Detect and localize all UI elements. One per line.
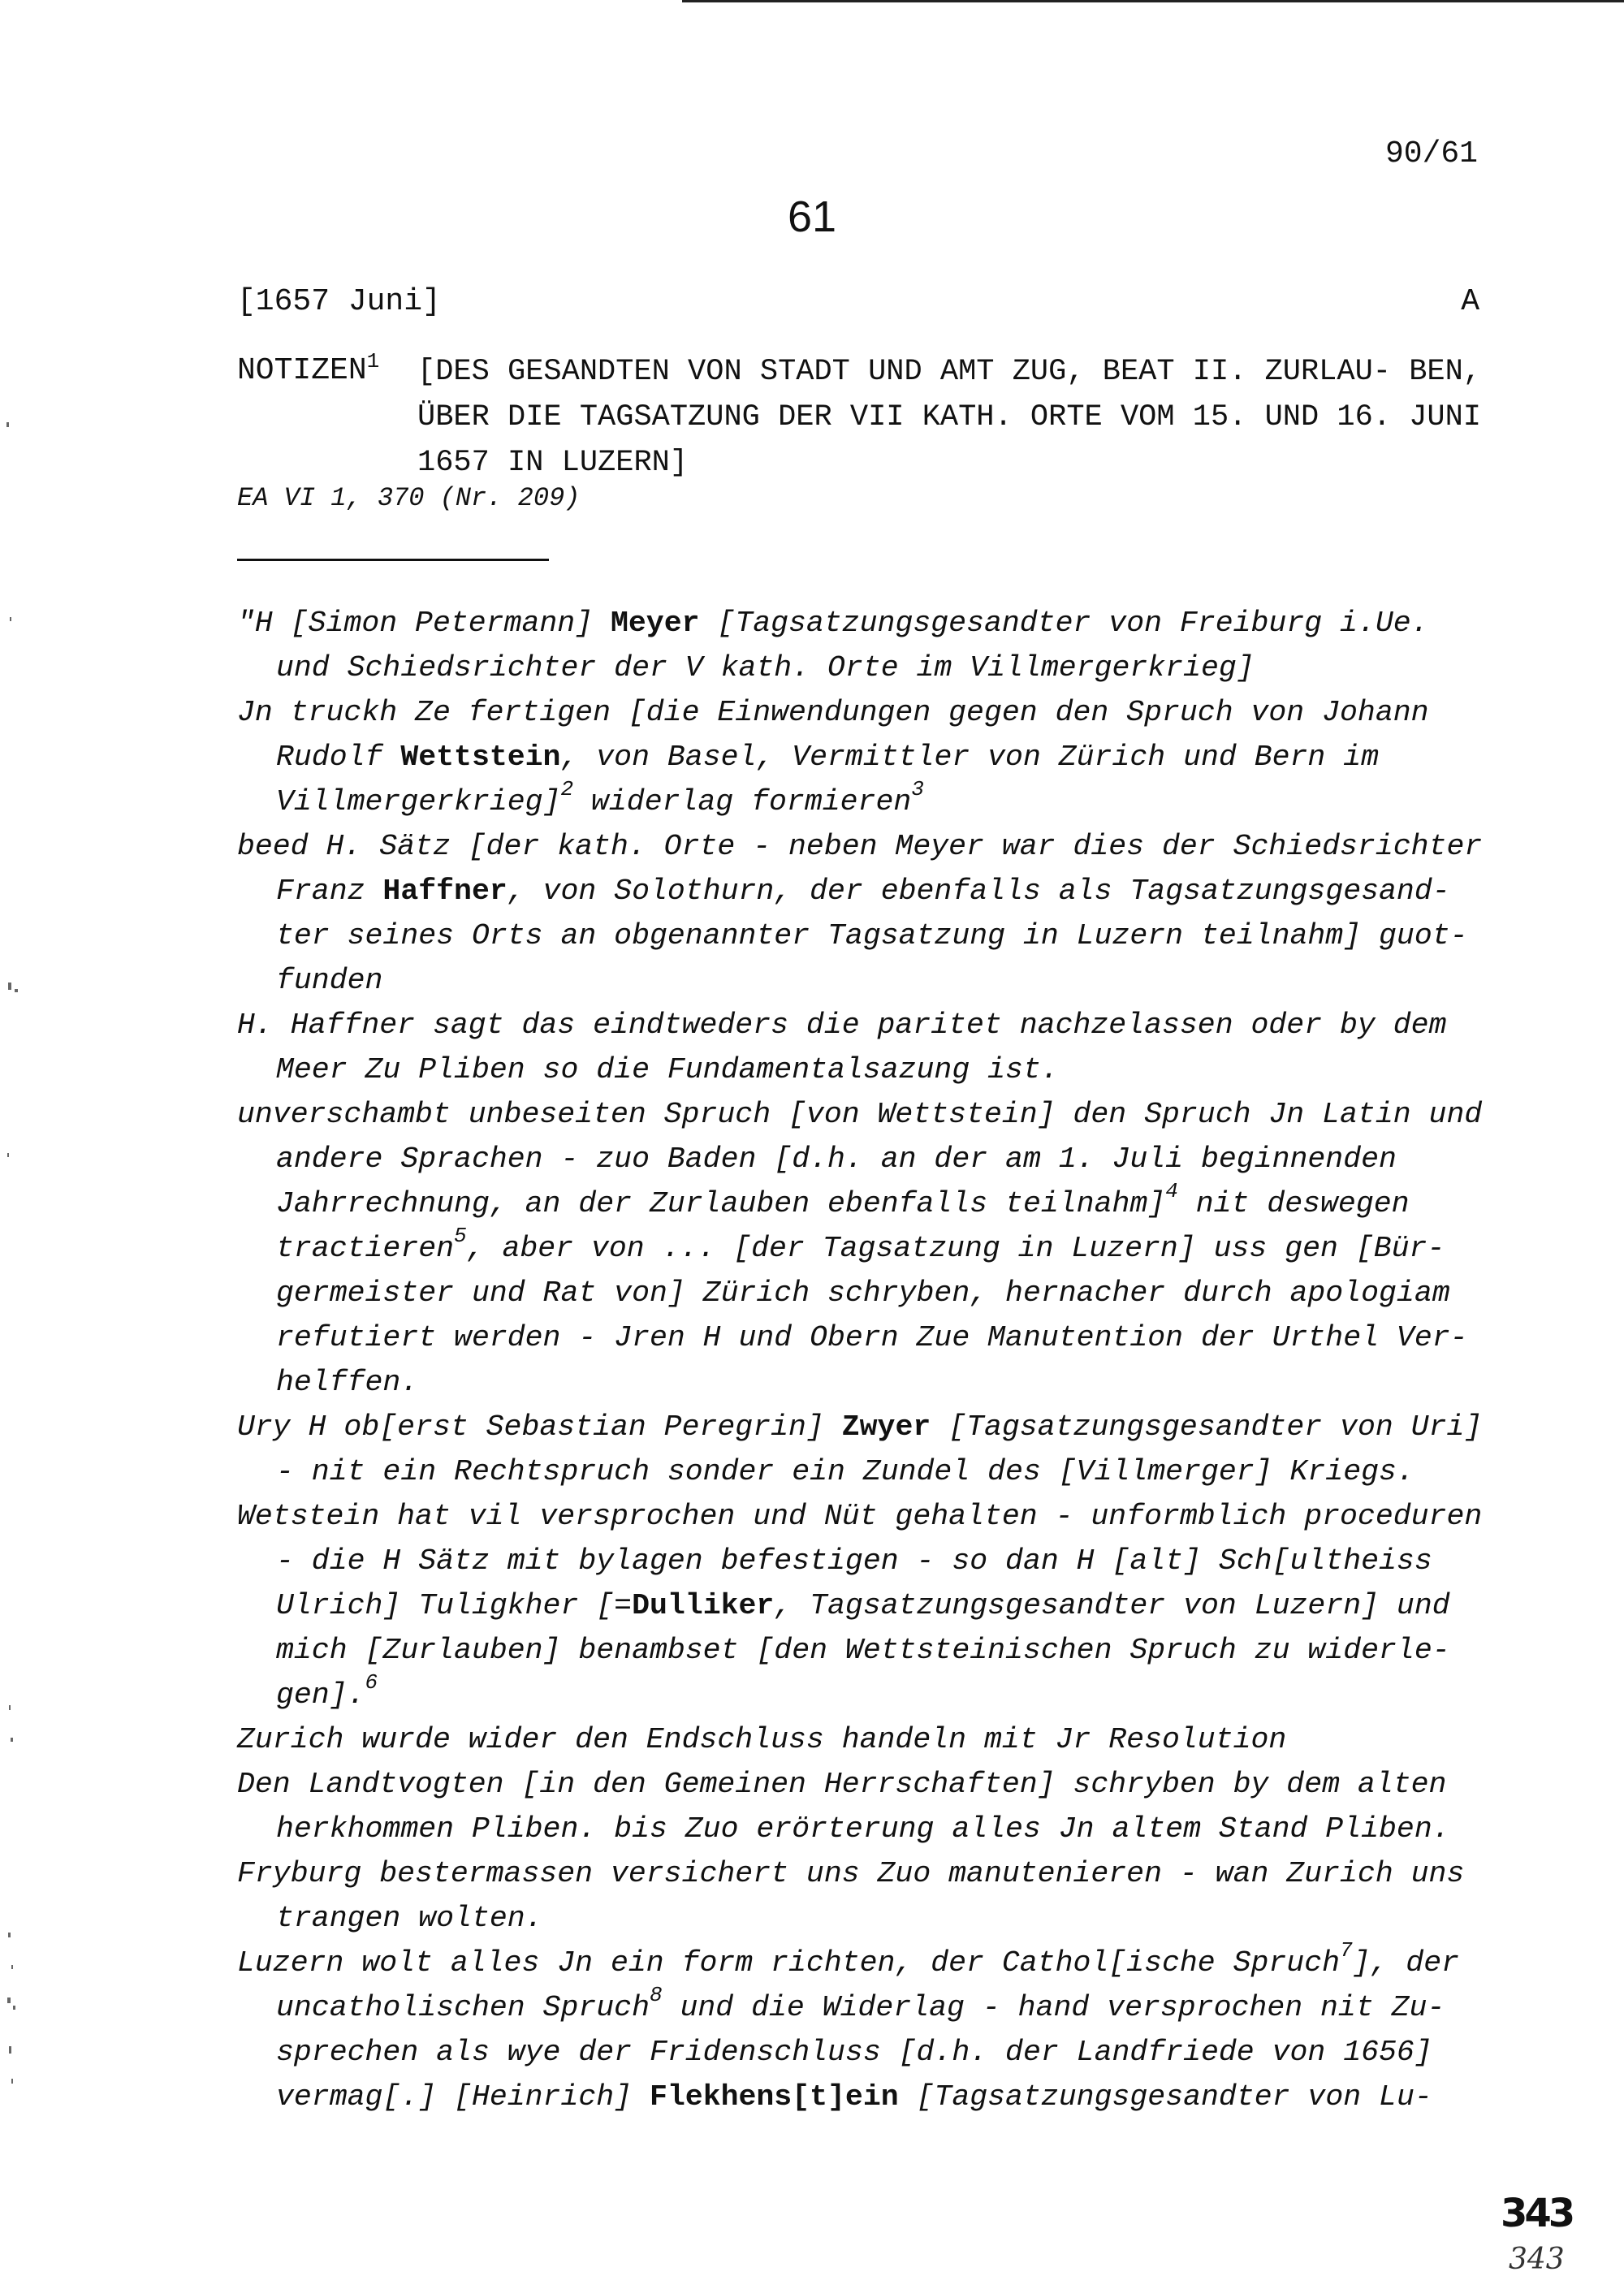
entry-truckh: Jn truckh Ze fertigen [die Einwendungen gegen den Spruch von Johann Rudolf Wettstein, von Basel, Vermittler von Zürich und Bern im Villmergerkrieg]$^2$ widerlag formieren$^3$ — [237, 696, 1429, 818]
person-name: Haffner — [382, 875, 508, 908]
footnote-ref: 3 — [911, 777, 924, 801]
footnote-ref: 6 — [365, 1670, 378, 1695]
document-title: [DES GESANDTEN VON STADT UND AMT ZUG, BEAT II. ZURLAU- BEN, ÜBER DIE TAGSATZUNG DER VII KATH. ORTE VOM 15. UND 16. JUNI 1657 IN LUZERN] — [417, 355, 1482, 480]
entry-ury: Ury H ob[erst Sebastian Peregrin] Zwyer [Tagsatzungsgesandter von Uri] - nit ein Rechtspruch sonder ein Zundel des [Villmerger] Kriegs. — [237, 1410, 1483, 1488]
page-reference: 90/61 — [1384, 136, 1478, 171]
top-border-line — [682, 0, 1624, 2]
title-label-text: NOTIZEN — [237, 353, 367, 388]
entry-zurich: Zurich wurde wider den Endschluss handeln mit Jr Resolution — [237, 1723, 1287, 1756]
person-name: Meyer — [610, 607, 700, 640]
source-citation: EA VI 1, 370 (Nr. 209) — [237, 483, 581, 513]
document-date: [1657 Juni] — [237, 284, 441, 319]
entry-unverschambt: unverschambt unbeseiten Spruch [von Wettstein] den Spruch Jn Latin und andere Sprachen - zuo Baden [d.h. an der am 1. Juli beginnenden Jahrrechnung, an der Zurlauben ebenfalls teilnahm]$^4$ nit deswegen tractieren$^5$, aber von ... [der Tagsatzung in Luzern] uss gen [Bür- germeister und Rat von] Zürich schryben, hernacher durch apologiam refutiert werden - Jren H und Obern Zue Manutention der Urthel Ver- helffen. — [237, 1098, 1483, 1399]
entry-meyer: "H [Simon Petermann] Meyer [Tagsatzungsgesandter von Freiburg i.Ue. und Schiedsrichter der V kath. Orte im Villmergerkrieg] — [237, 607, 1429, 685]
entry-luzern: Luzern wolt alles Jn ein form richten, der Cathol[ische Spruch$^7$], der uncatholischen Spruch$^8$ und die Widerlag - hand versprochen nit Zu- sprechen als wye der Fridenschluss [d.h. der Landfriede von 1656] vermag[.] [Heinrich] Flekhens[t]ein [Tagsatzungsgesandter von Lu- — [237, 1938, 1460, 2114]
entry-haffner: H. Haffner sagt das eindtweders die paritet nachzelassen oder by dem Meer Zu Pliben so die Fundamentalsazung ist. — [237, 1008, 1447, 1086]
footnote-ref: 5 — [454, 1224, 467, 1248]
page-number: 61 — [787, 192, 837, 241]
title-label — [237, 349, 379, 388]
footnote-ref: 2 — [560, 777, 574, 801]
entry-beed: beed H. Sätz [der kath. Orte - neben Meyer war dies der Schiedsrichter Franz Haffner, von Solothurn, der ebenfalls als Tagsatzungsgesand- ter seines Orts an obgenannter Tagsatzung in Luzern teilnahm] guot- funden — [237, 830, 1483, 997]
footnote-ref: 8 — [649, 1983, 663, 2007]
stamped-page-number: 343 — [1501, 2191, 1573, 2236]
entry-fryburg: Fryburg bestermassen versichert uns Zuo manutenieren - wan Zurich uns trangen wolten. — [237, 1857, 1465, 1935]
footnote-ref: 1 — [366, 349, 380, 374]
entry-wetstein: Wetstein hat vil versprochen und Nüt gehalten - unformblich proceduren - die H Sätz mit bylagen befestigen - so dan H [alt] Sch[ultheiss Ulrich] Tuligkher [=Dulliker, Tagsatzungsgesandter von Luzern] und mich [Zurlauben] benambset [den Wettsteinischen Spruch zu widerle- gen].$^6$ — [237, 1500, 1483, 1712]
entry-landtvogten: Den Landtvogten [in den Gemeinen Herrschaften] schryben by dem alten herkhommen Pliben. bis Zuo erörterung alles Jn altem Stand Pliben. — [237, 1768, 1450, 1846]
person-name: Wettstein — [400, 741, 561, 774]
section-letter: A — [1461, 284, 1479, 319]
scan-edge-specks — [0, 0, 65, 2289]
person-name: Dulliker — [632, 1589, 775, 1622]
date-line — [237, 284, 1479, 319]
footnote-ref: 4 — [1165, 1179, 1178, 1203]
person-name: Zwyer — [841, 1410, 931, 1444]
divider-rule — [237, 559, 549, 561]
person-name: Flekhens[t]ein — [649, 2080, 899, 2114]
footnote-ref: 7 — [1340, 1938, 1353, 1963]
handwritten-page-number: 343 — [1509, 2243, 1565, 2276]
document-body — [237, 601, 1488, 2119]
